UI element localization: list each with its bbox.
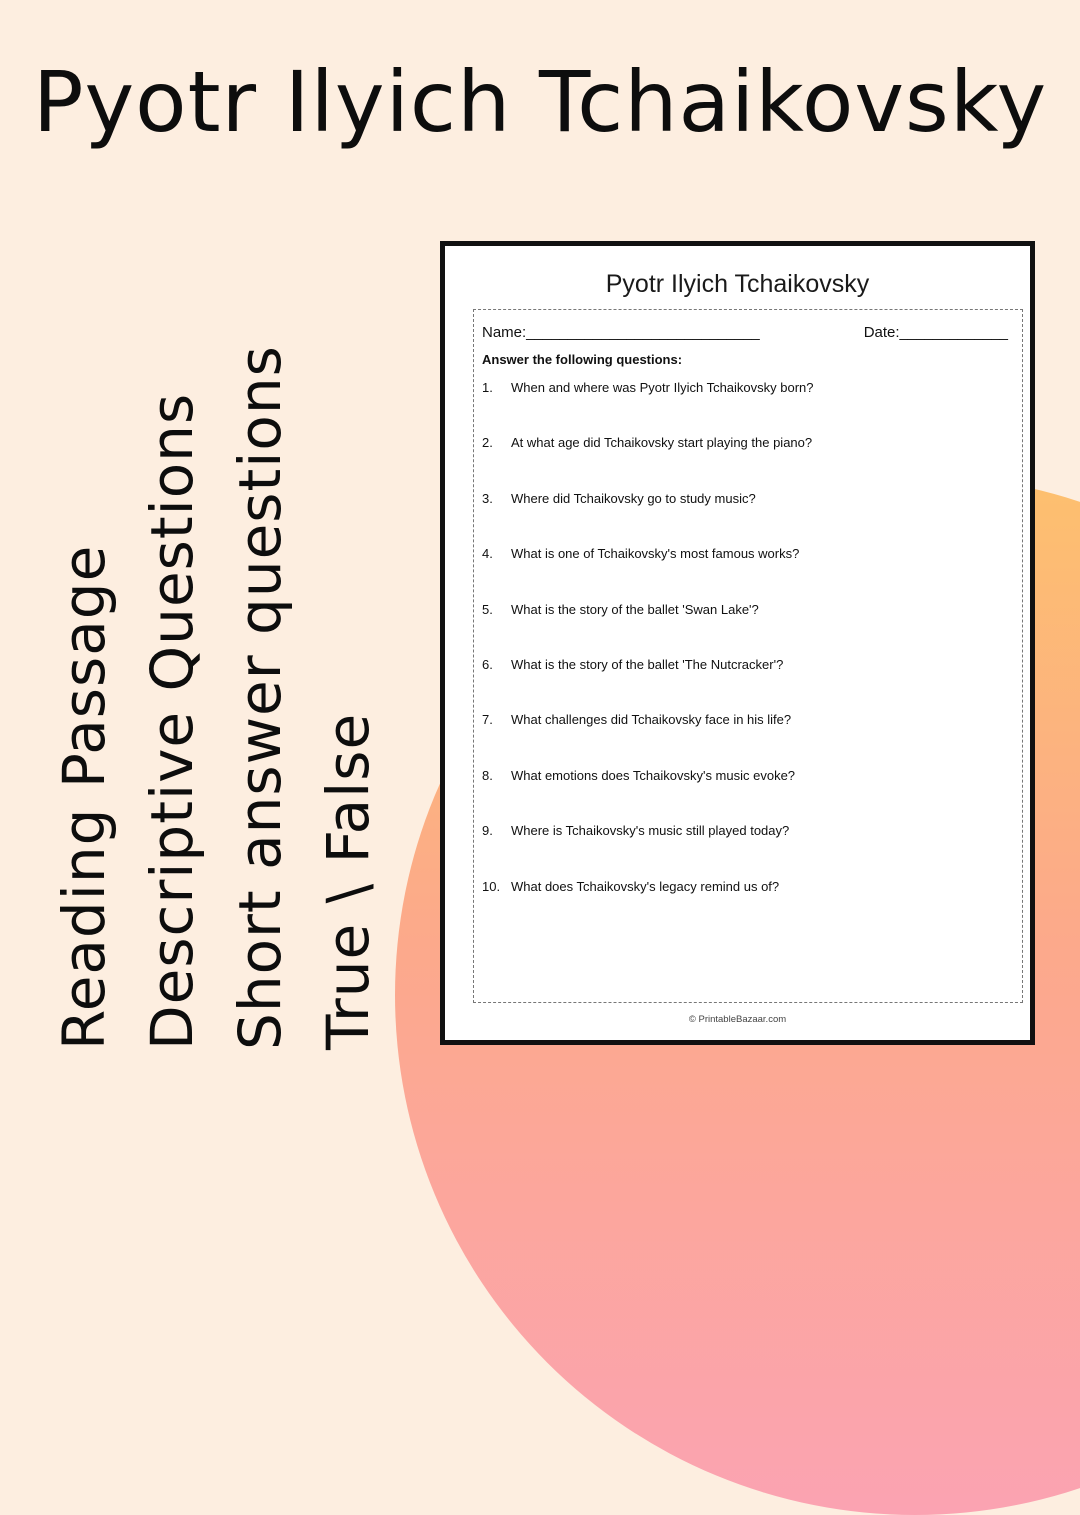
name-field-label: Name:____________________________ <box>482 324 760 341</box>
question-number: 9. <box>482 823 493 839</box>
question-item <box>482 491 1012 546</box>
copyright-notice: © PrintableBazaar.com <box>688 1014 787 1025</box>
question-text: When and where was Pyotr Ilyich Tchaikovsky born? <box>511 380 814 395</box>
question-text: What does Tchaikovsky's legacy remind us of? <box>511 878 780 894</box>
question-item <box>482 879 1012 934</box>
question-number: 8. <box>482 767 493 783</box>
date-field-label: Date:_____________ <box>863 324 1008 341</box>
question-number: 7. <box>482 712 493 728</box>
question-item <box>482 768 1012 823</box>
question-number: 3. <box>482 490 493 506</box>
question-item <box>482 602 1012 657</box>
question-number: 6. <box>482 656 493 672</box>
worksheet-title: Pyotr Ilyich Tchaikovsky <box>605 270 870 298</box>
question-item <box>482 657 1012 712</box>
question-number: 1. <box>482 380 493 395</box>
instructions: Answer the following questions: <box>482 352 683 367</box>
question-text: Where did Tchaikovsky go to study music? <box>511 490 756 506</box>
side-label-reading-passage: Reading Passage <box>50 544 118 1050</box>
question-text: What is one of Tchaikovsky's most famous works? <box>511 546 800 562</box>
question-text: What is the story of the ballet 'Swan Lake'? <box>511 601 759 617</box>
question-number: 5. <box>482 601 493 617</box>
question-text: Where is Tchaikovsky's music still played today? <box>511 823 790 839</box>
worksheet-dashed-frame <box>473 309 1023 1003</box>
question-list <box>482 380 1012 934</box>
worksheet-preview <box>440 241 1035 1045</box>
question-item <box>482 435 1012 490</box>
question-text: What emotions does Tchaikovsky's music evoke? <box>511 767 796 783</box>
question-item <box>482 712 1012 767</box>
question-number: 4. <box>482 546 493 562</box>
page-title: Pyotr Ilyich Tchaikovsky <box>32 53 1048 151</box>
question-number: 2. <box>482 435 493 451</box>
question-number: 10. <box>482 878 501 894</box>
question-text: What is the story of the ballet 'The Nutcracker'? <box>511 656 784 672</box>
question-text: What challenges did Tchaikovsky face in his life? <box>511 712 792 728</box>
side-label-descriptive-questions: Descriptive Questions <box>138 392 206 1050</box>
side-labels <box>40 290 400 1050</box>
question-text: At what age did Tchaikovsky start playing the piano? <box>511 435 813 451</box>
question-item <box>482 823 1012 878</box>
side-label-true-false: True \ False <box>314 712 382 1050</box>
question-item <box>482 380 1012 435</box>
side-label-short-answer: Short answer questions <box>226 345 294 1050</box>
question-item <box>482 546 1012 601</box>
